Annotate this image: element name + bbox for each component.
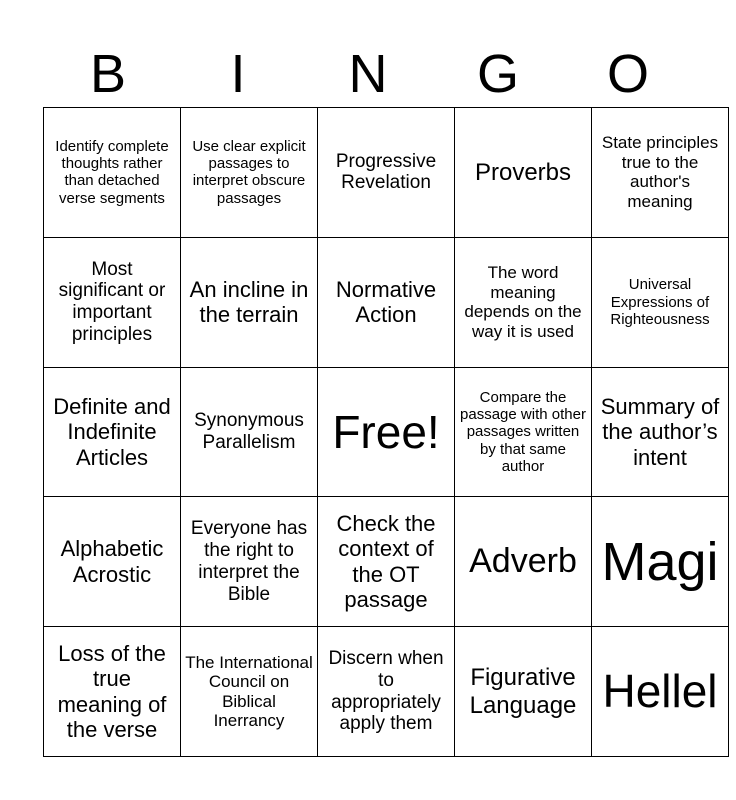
bingo-cell[interactable]: Adverb [455, 497, 592, 627]
bingo-cell[interactable]: Figurative Language [455, 627, 592, 757]
bingo-cell[interactable]: Hellel [592, 627, 729, 757]
bingo-cell[interactable]: The International Council on Biblical Inerrancy [181, 627, 318, 757]
bingo-row [44, 108, 729, 238]
bingo-cell[interactable]: State principles true to the author's meaning [592, 108, 729, 238]
bingo-cell[interactable]: Loss of the true meaning of the verse [44, 627, 181, 757]
bingo-cell[interactable]: Progressive Revelation [318, 108, 455, 238]
header-letter-g: G [476, 44, 519, 104]
bingo-cell[interactable]: Identify complete thoughts rather than detached verse segments [44, 108, 181, 238]
bingo-cell[interactable]: Discern when to appropriately apply them [318, 627, 455, 757]
bingo-cell[interactable]: Normative Action [318, 237, 455, 367]
bingo-cell[interactable]: The word meaning depends on the way it is used [455, 237, 592, 367]
header-letter-b: B [89, 44, 127, 104]
free-space-cell[interactable]: Free! [318, 367, 455, 497]
header-letter-o: O [606, 44, 649, 104]
bingo-cell[interactable]: Compare the passage with other passages written by that same author [455, 367, 592, 497]
bingo-cell[interactable]: Everyone has the right to interpret the Bible [181, 497, 318, 627]
bingo-cell[interactable]: Check the context of the OT passage [318, 497, 455, 627]
bingo-header [43, 44, 693, 104]
bingo-row [44, 497, 729, 627]
bingo-cell[interactable]: An incline in the terrain [181, 237, 318, 367]
bingo-cell[interactable]: Summary of the author’s intent [592, 367, 729, 497]
bingo-cell[interactable]: Proverbs [455, 108, 592, 238]
bingo-cell[interactable]: Definite and Indefinite Articles [44, 367, 181, 497]
bingo-row [44, 237, 729, 367]
bingo-cell[interactable]: Use clear explicit passages to interpret obscure passages [181, 108, 318, 238]
bingo-cell[interactable]: Magi [592, 497, 729, 627]
bingo-cell[interactable]: Most significant or important principles [44, 237, 181, 367]
bingo-cell[interactable]: Synonymous Parallelism [181, 367, 318, 497]
bingo-grid [43, 107, 729, 757]
bingo-row [44, 367, 729, 497]
bingo-cell[interactable]: Alphabetic Acrostic [44, 497, 181, 627]
bingo-row [44, 627, 729, 757]
bingo-cell[interactable]: Universal Expressions of Righteousness [592, 237, 729, 367]
header-letter-n: N [348, 44, 388, 104]
header-letter-i: I [230, 44, 246, 104]
